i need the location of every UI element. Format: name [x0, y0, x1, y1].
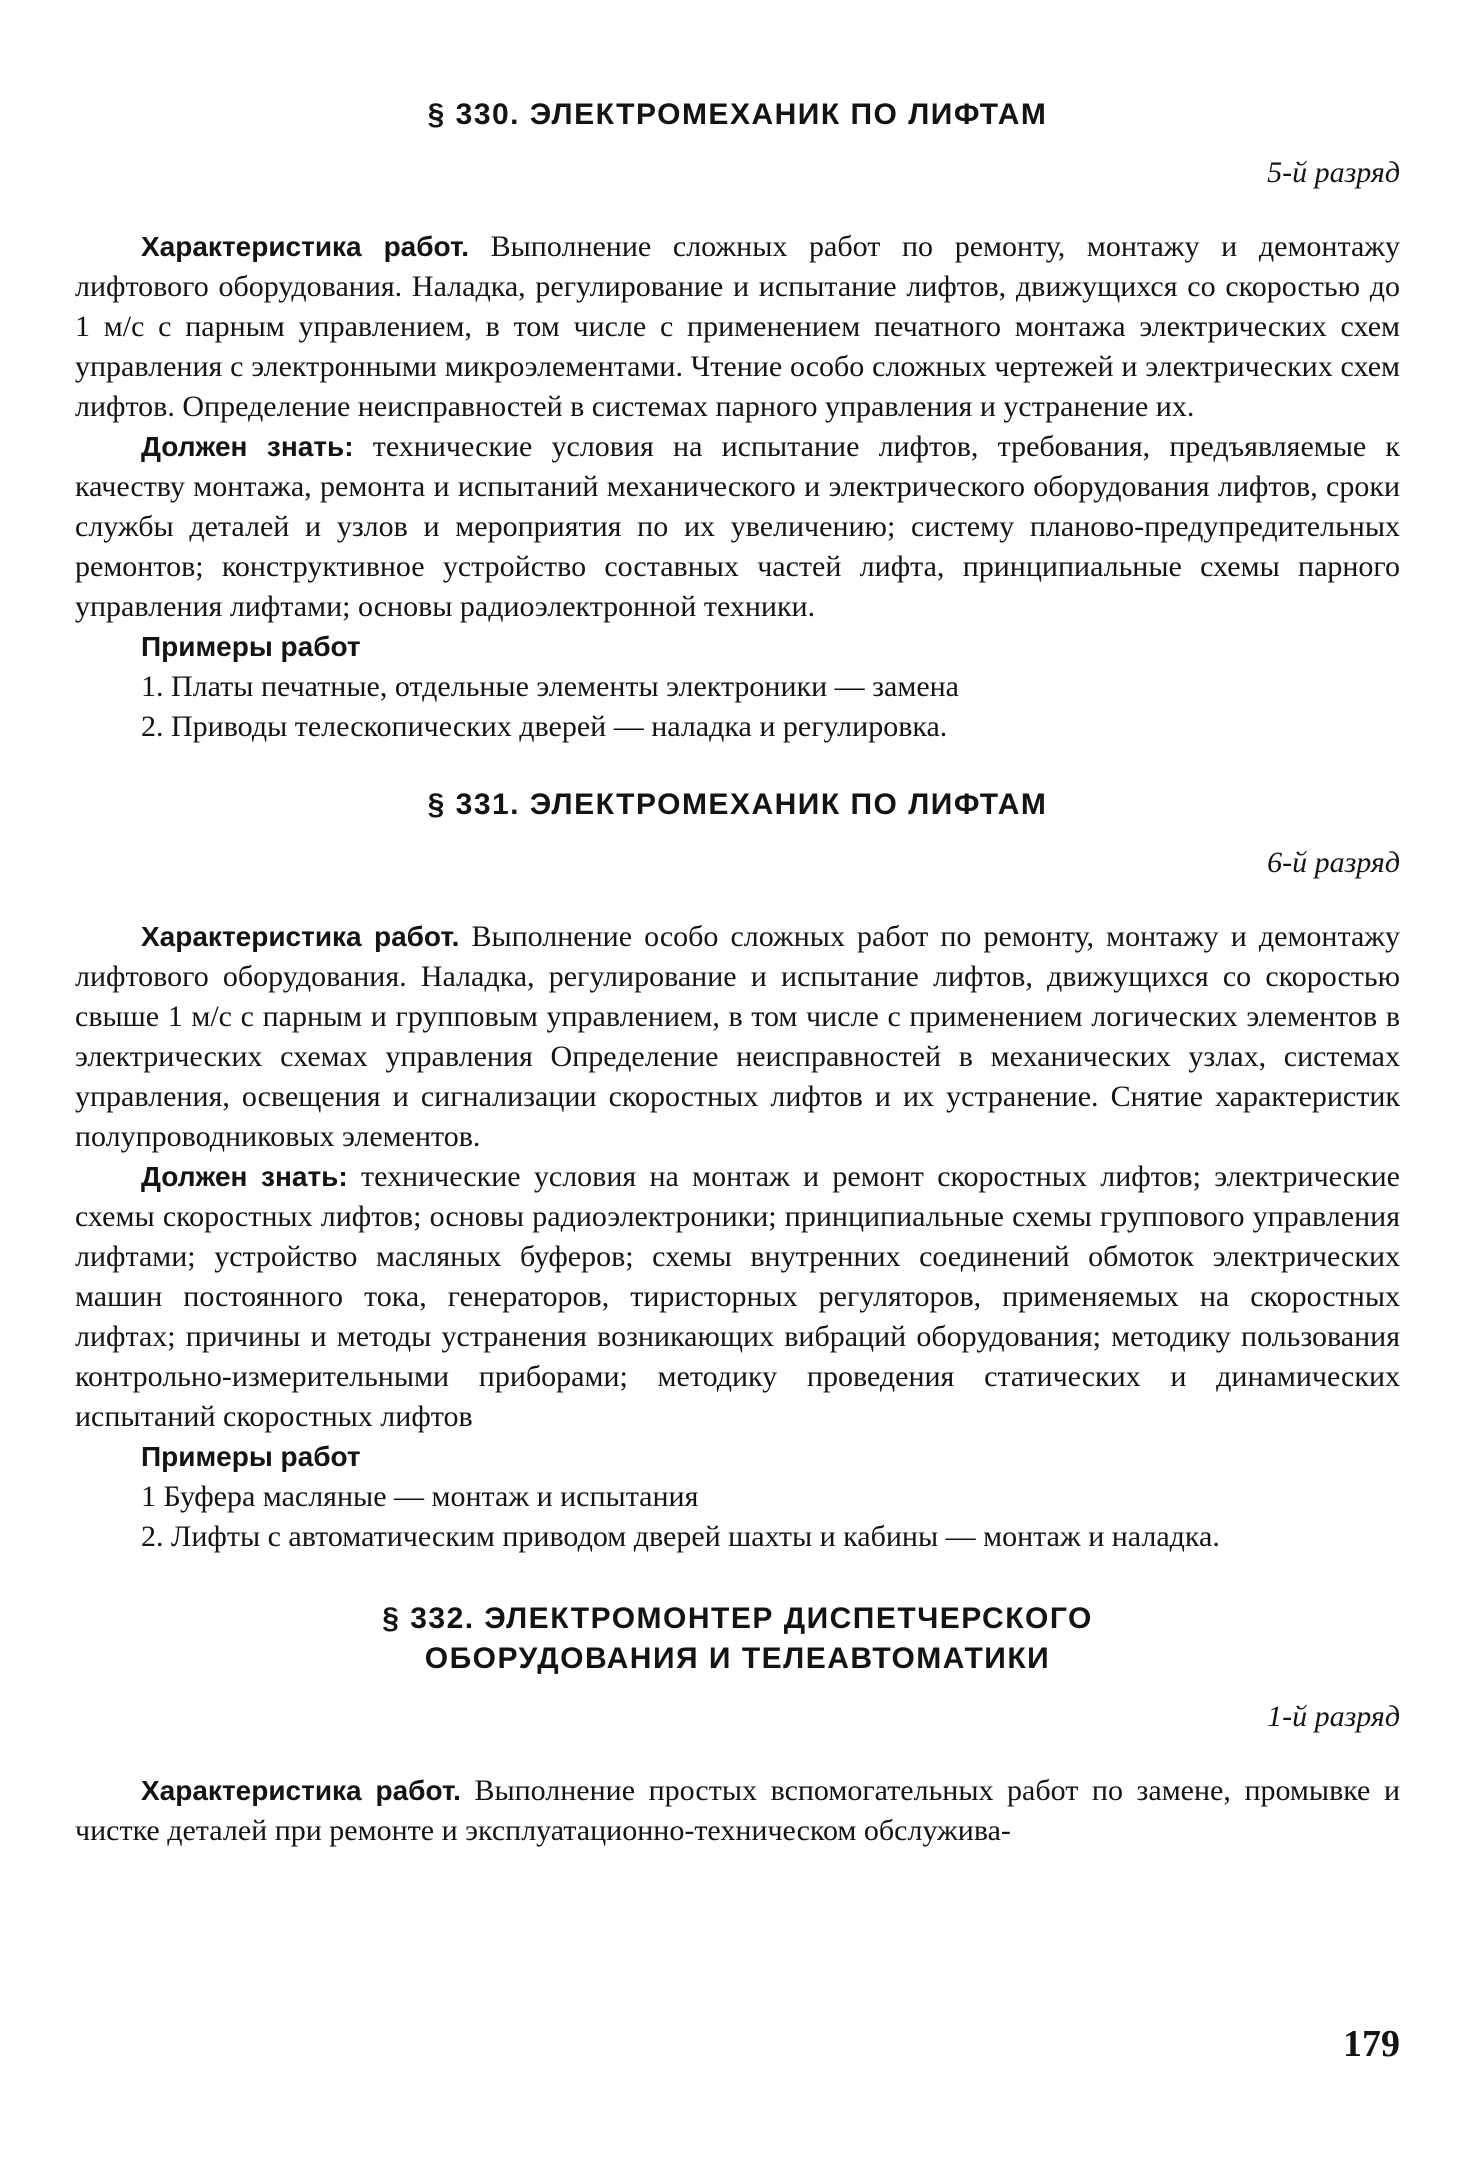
- example-item: 1. Платы печатные, отдельные элементы электроники — замена: [141, 670, 959, 703]
- work-characteristics-label: Характеристика работ.: [141, 231, 469, 262]
- section-331: [75, 785, 1400, 1557]
- work-characteristics: [75, 227, 1400, 427]
- must-know-label: Должен знать:: [141, 431, 354, 462]
- section-330: [75, 95, 1400, 747]
- section-title: [75, 1599, 1400, 1679]
- work-characteristics-label: Характеристика работ.: [141, 1775, 461, 1806]
- work-characteristics-text: Выполнение простых вспомогательных работ по замене, промывке и чистке деталей при ремонте и эксплуатационно-техническом обслужива-: [75, 1774, 1400, 1847]
- page-number: 179: [1343, 2023, 1400, 2065]
- examples-heading: Примеры работ: [141, 631, 361, 662]
- section-332: [75, 1599, 1400, 1851]
- section-title-line: § 332. ЭЛЕКТРОМОНТЕР ДИСПЕТЧЕРСКОГО: [382, 1602, 1093, 1635]
- must-know-text: технические условия на испытание лифтов, требования, предъявляемые к качеству монтажа, ремонта и испытаний механического и электрического оборудования лифтов, сроки службы деталей и узлов и мероприятия по их увеличению; систему планово-предупредительных ремонтов; конструктивное устройство составных частей лифта, принципиальные схемы парного управления лифтами; основы радиоэлектронной техники.: [75, 430, 1400, 623]
- work-characteristics: [75, 1771, 1400, 1851]
- work-characteristics: [75, 917, 1400, 1157]
- document-page: [75, 95, 1400, 1851]
- section-title-line: ОБОРУДОВАНИЯ И ТЕЛЕАВТОМАТИКИ: [424, 1642, 1051, 1675]
- work-characteristics-text: Выполнение особо сложных работ по ремонту, монтажу и демонтажу лифтового оборудования. Наладка, регулирование и испытание лифтов, движущихся со скоростью свыше 1 м/с с парным и групповым управлением, в том числе с применением логических элементов в электрических схемах управления Определение неисправностей в механических узлах, системах управления, освещения и сигнализации скоростных лифтов и их устранение. Снятие характеристик полупроводниковых элементов.: [75, 920, 1400, 1153]
- section-title: § 330. ЭЛЕКТРОМЕХАНИК ПО ЛИФТАМ: [427, 98, 1048, 131]
- must-know-text: технические условия на монтаж и ремонт скоростных лифтов; электрические схемы скоростных лифтов; основы радиоэлектроники; принципиальные схемы группового управления лифтами; устройство масляных буферов; схемы внутренних соединений обмоток электрических машин постоянного тока, генераторов, тиристорных регуляторов, применяемых на скоростных лифтах; причины и методы устранения возникающих вибраций оборудования; методику пользования контрольно-измерительными приборами; методику проведения статических и динамических испытаний скоростных лифтов: [75, 1160, 1400, 1433]
- example-item: 1 Буфера масляные — монтаж и испытания: [141, 1480, 699, 1513]
- examples-heading: Примеры работ: [141, 1441, 361, 1472]
- must-know: [75, 1157, 1400, 1437]
- work-characteristics-text: Выполнение сложных работ по ремонту, монтажу и демонтажу лифтового оборудования. Наладка, регулирование и испытание лифтов, движущихся со скоростью до 1 м/с с парным управлением, в том числе с применением печатного монтажа электрических схем управления с электронными микроэлементами. Чтение особо сложных чертежей и электрических схем лифтов. Определение неисправностей в системах парного управления и устранение их.: [75, 230, 1401, 423]
- grade-label: 6-й разряд: [1267, 846, 1400, 879]
- grade-label: 5-й разряд: [1267, 156, 1400, 189]
- example-item: 2. Приводы телескопических дверей — наладка и регулировка.: [141, 710, 948, 743]
- must-know: [75, 427, 1400, 627]
- must-know-label: Должен знать:: [141, 1161, 348, 1192]
- example-item: 2. Лифты с автоматическим приводом дверей шахты и кабины — монтаж и наладка.: [141, 1520, 1220, 1553]
- grade-label: 1-й разряд: [1267, 1700, 1400, 1733]
- work-characteristics-label: Характеристика работ.: [141, 921, 460, 952]
- section-title: § 331. ЭЛЕКТРОМЕХАНИК ПО ЛИФТАМ: [427, 788, 1048, 821]
